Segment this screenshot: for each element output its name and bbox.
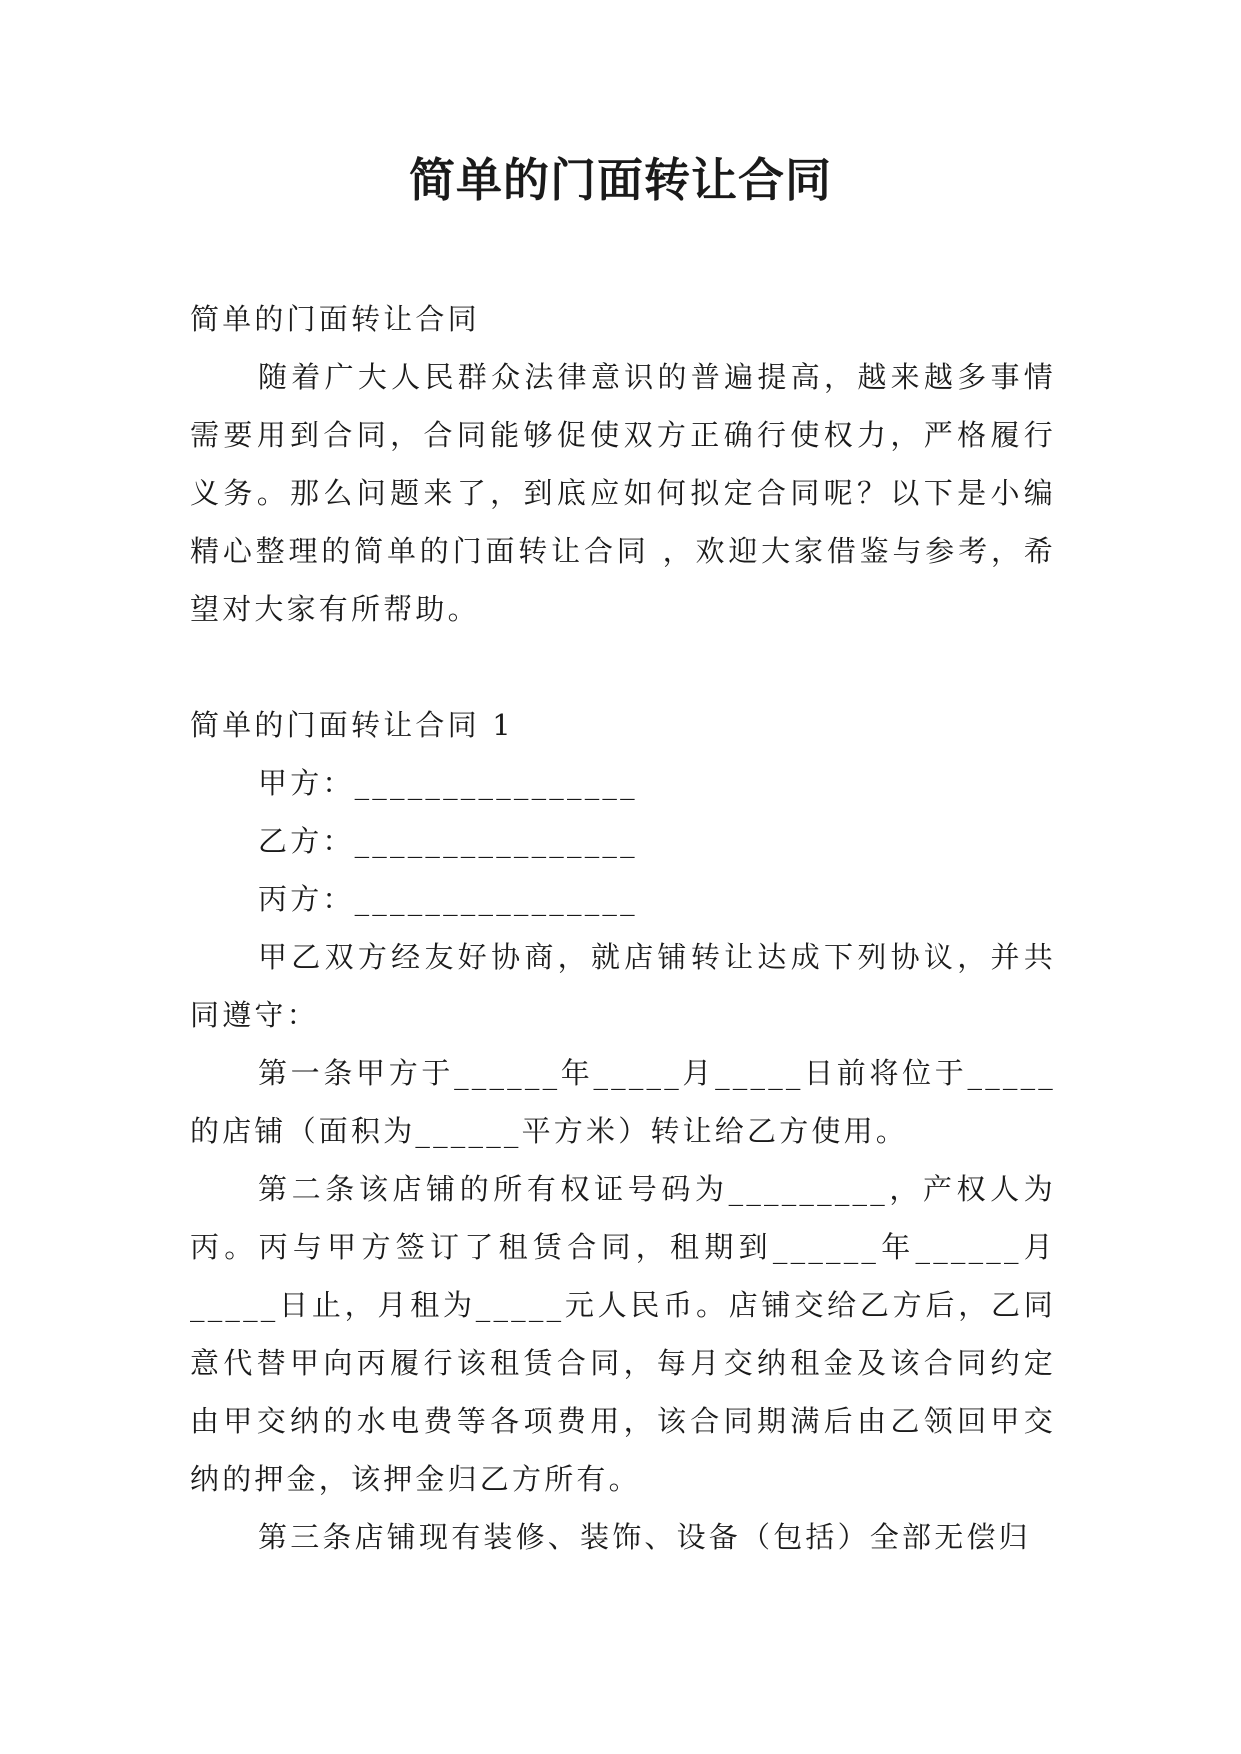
intro-paragraph: 随着广大人民群众法律意识的普遍提高，越来越多事情需要用到合同，合同能够促使双方正确行使权力，严格履行义务。那么问题来了，到底应如何拟定合同呢？以下是小编精心整理的简单的门面转让合同 ，欢迎大家借鉴与参考，希望对大家有所帮助。 (190, 360, 1056, 626)
document-title: 简单的门面转让合同 (409, 153, 832, 207)
party-b-line: 乙方：________________ (258, 824, 638, 858)
section-heading: 简单的门面转让合同 (190, 302, 480, 336)
agreement-preamble: 甲乙双方经友好协商，就店铺转让达成下列协议，并共同遵守： (190, 940, 1056, 1032)
article-2: 第二条该店铺的所有权证号码为_________，产权人为丙。丙与甲方签订了租赁合同，租期到______年______月_____日止，月租为_____元人民币。店铺交给乙方后，乙同意代替甲向丙履行该租赁合同，每月交纳租金及该合同约定由甲交纳的水电费等各项费用，该合同期满后由乙领回甲交纳的押金，该押金归乙方所有。 (190, 1172, 1056, 1496)
article-3: 第三条店铺现有装修、装饰、设备（包括）全部无偿归 (258, 1520, 1031, 1554)
contract-heading: 简单的门面转让合同 1 (190, 708, 514, 742)
party-a-line: 甲方：________________ (258, 766, 638, 800)
party-c-line: 丙方：________________ (258, 882, 638, 916)
paragraph-gap (190, 638, 1056, 696)
document-body (190, 290, 1056, 1566)
article-1: 第一条甲方于______年_____月_____日前将位于_____的店铺（面积为______平方米）转让给乙方使用。 (190, 1056, 1056, 1148)
